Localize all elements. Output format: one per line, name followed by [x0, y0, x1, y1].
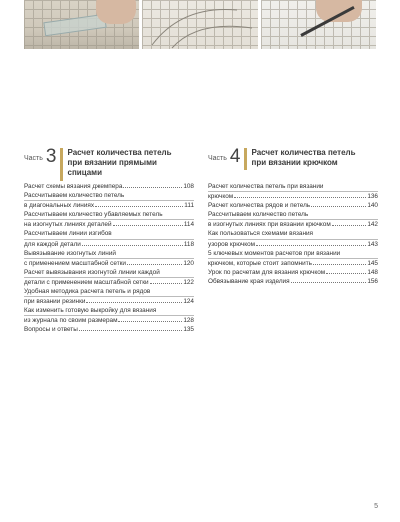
part-4-title-line: Расчет количества петель — [251, 148, 356, 157]
toc-entry-page: 142 — [367, 221, 378, 229]
toc-entry-title: узоров крючком — [208, 240, 256, 248]
toc-entry-title: Расчет схемы вязания джемпера — [24, 183, 123, 190]
toc-entry-title: детали с применением масштабной сетки — [24, 278, 149, 286]
toc-entry-title: в диагональных линиях — [24, 202, 95, 210]
toc-entry-line — [24, 306, 194, 316]
toc-entry-title: с применением масштабной сетки — [24, 259, 127, 267]
toc-entry-line — [24, 229, 194, 239]
toc-entry[interactable] — [208, 249, 378, 268]
toc-entry-line — [208, 229, 378, 239]
toc-entry-title: в изогнутых линиях при вязании крючком — [208, 221, 331, 229]
toc-entry-title: для каждой детали — [24, 240, 81, 248]
toc-entry-line — [24, 268, 194, 278]
part-3-title-line: при вязании прямыми — [67, 158, 157, 167]
toc-entry-page: 128 — [183, 317, 194, 325]
toc-entry-page: 114 — [183, 221, 194, 229]
toc-entry-line — [208, 201, 378, 210]
header-photo-strip — [24, 0, 376, 49]
toc-entry-title: Расчет количества петель при вязании — [208, 183, 324, 190]
toc-entry-title: Рассчитываем количество убавляемых петель — [24, 211, 163, 219]
toc-entry[interactable] — [24, 287, 194, 306]
toc-dot-leader — [256, 245, 366, 246]
toc-entry-title: Рассчитываем количество петель — [24, 192, 125, 200]
part-4-title-line: при вязании крючком — [251, 158, 338, 167]
toc-entry-title: крючком — [208, 193, 234, 201]
toc-entry-line — [208, 240, 378, 249]
toc-entry-line — [208, 268, 378, 277]
header-photo-pattern — [142, 0, 257, 49]
part-4-title — [252, 148, 356, 168]
toc-entry-line — [24, 191, 194, 201]
toc-entry-page: 118 — [183, 240, 194, 248]
toc-entry[interactable] — [24, 191, 194, 210]
toc-dot-leader — [79, 330, 183, 331]
toc-entry[interactable] — [24, 229, 194, 248]
toc-entry[interactable] — [208, 268, 378, 277]
toc-dot-leader — [118, 321, 182, 322]
toc-dot-leader — [95, 206, 183, 207]
toc-entry-line — [208, 220, 378, 229]
toc-entry-page: 148 — [367, 268, 378, 276]
toc-entry-line — [24, 297, 194, 306]
toc-entry-line — [208, 249, 378, 259]
toc-entry-page: 156 — [367, 277, 378, 285]
toc-entry-title: Вопросы и ответы — [24, 326, 78, 334]
toc-dot-leader — [234, 197, 366, 198]
toc-entry[interactable] — [24, 306, 194, 325]
hand-image — [316, 0, 362, 22]
toc-entry-title: Обвязывание края изделия — [208, 277, 290, 285]
toc-entry-page: 140 — [367, 202, 378, 210]
toc-entry-line — [24, 316, 194, 325]
toc-entry-page: 111 — [184, 202, 194, 210]
toc-dot-leader — [82, 245, 183, 246]
pattern-curve-image — [142, 0, 257, 49]
toc-entry-page: 108 — [183, 183, 194, 190]
toc-entry-line — [24, 287, 194, 297]
page-number: 5 — [374, 503, 378, 510]
header-photo-ruler — [24, 0, 139, 49]
toc-entry-title: из журнала по своим размерам — [24, 317, 118, 325]
toc-entry[interactable] — [208, 277, 378, 286]
part-4-number: 4 — [229, 146, 241, 167]
toc-dot-leader — [150, 283, 183, 284]
toc-entry-title: Рассчитываем количество петель — [208, 211, 309, 219]
toc-entry[interactable] — [24, 325, 194, 334]
part-3-title — [68, 148, 172, 178]
toc-entry-page: 135 — [183, 326, 194, 334]
part-4-accent-bar — [244, 148, 247, 170]
part-4-word: Часть — [208, 155, 227, 162]
part-4-toc — [208, 182, 378, 286]
toc-dot-leader — [86, 302, 182, 303]
toc-entry-line — [24, 249, 194, 259]
toc-entry-title: крючком, которые стоит запомнить — [208, 259, 312, 267]
hand-image — [96, 0, 136, 24]
toc-entry-line — [208, 259, 378, 268]
toc-entry[interactable] — [208, 182, 378, 201]
header-photo-pencil — [261, 0, 376, 49]
part-3-heading — [24, 148, 172, 181]
toc-entry-line — [208, 182, 378, 192]
toc-entry[interactable] — [24, 249, 194, 268]
toc-entry-line — [24, 182, 194, 191]
part-3-title-line: спицами — [67, 168, 102, 177]
toc-entry[interactable] — [208, 201, 378, 210]
toc-entry[interactable] — [24, 268, 194, 287]
toc-entry[interactable] — [208, 229, 378, 248]
toc-entry-line — [24, 201, 194, 210]
toc-entry-line — [24, 259, 194, 268]
toc-entry-title: Урок по расчетам для вязания крючком — [208, 268, 326, 276]
toc-entry-page: 136 — [367, 193, 378, 201]
toc-entry-title: Как изменить готовую выкройку для вязания — [24, 307, 157, 315]
toc-entry[interactable] — [24, 182, 194, 191]
toc-dot-leader — [127, 264, 182, 265]
toc-entry-title: 5 ключевых моментов расчетов при вязании — [208, 249, 341, 257]
toc-entry-page: 145 — [367, 259, 378, 267]
toc-entry-title: при вязании резинки — [24, 298, 86, 306]
toc-entry-title: Рассчитываем линии изгибов — [24, 230, 112, 238]
toc-entry[interactable] — [208, 210, 378, 229]
toc-entry-line — [24, 240, 194, 249]
toc-entry-line — [24, 220, 194, 229]
toc-dot-leader — [123, 187, 182, 188]
toc-entry-line — [24, 210, 194, 220]
toc-entry-page: 143 — [367, 240, 378, 248]
toc-entry[interactable] — [24, 210, 194, 229]
toc-entry-line — [24, 278, 194, 287]
toc-dot-leader — [311, 206, 366, 207]
part-3-toc — [24, 182, 194, 335]
toc-entry-title: на изогнутых линиях деталей — [24, 221, 112, 229]
toc-dot-leader — [332, 225, 367, 226]
toc-entry-title: Расчет количества рядов и петель — [208, 202, 311, 210]
toc-dot-leader — [326, 273, 366, 274]
part-3-title-line: Расчет количества петель — [67, 148, 172, 157]
toc-dot-leader — [113, 225, 183, 226]
toc-entry-page: 124 — [183, 298, 194, 306]
toc-dot-leader — [313, 264, 366, 265]
part-4-heading — [208, 148, 356, 170]
part-3-word: Часть — [24, 155, 43, 162]
part-3-accent-bar — [60, 148, 63, 181]
toc-entry-line — [208, 192, 378, 201]
toc-entry-page: 122 — [183, 278, 194, 286]
toc-entry-title: Расчет вывязывания изогнутой линии каждой — [24, 268, 160, 276]
toc-entry-line — [208, 210, 378, 220]
part-3-number: 3 — [45, 146, 57, 167]
toc-entry-page: 120 — [183, 259, 194, 267]
toc-entry-line — [208, 277, 378, 286]
toc-entry-title: Как пользоваться схемами вязания — [208, 230, 314, 238]
toc-entry-line — [24, 325, 194, 334]
toc-entry-title: Вывязывание изогнутых линий — [24, 249, 116, 257]
toc-entry-title: Удобная методика расчета петель и рядов — [24, 288, 151, 296]
toc-dot-leader — [291, 282, 367, 283]
